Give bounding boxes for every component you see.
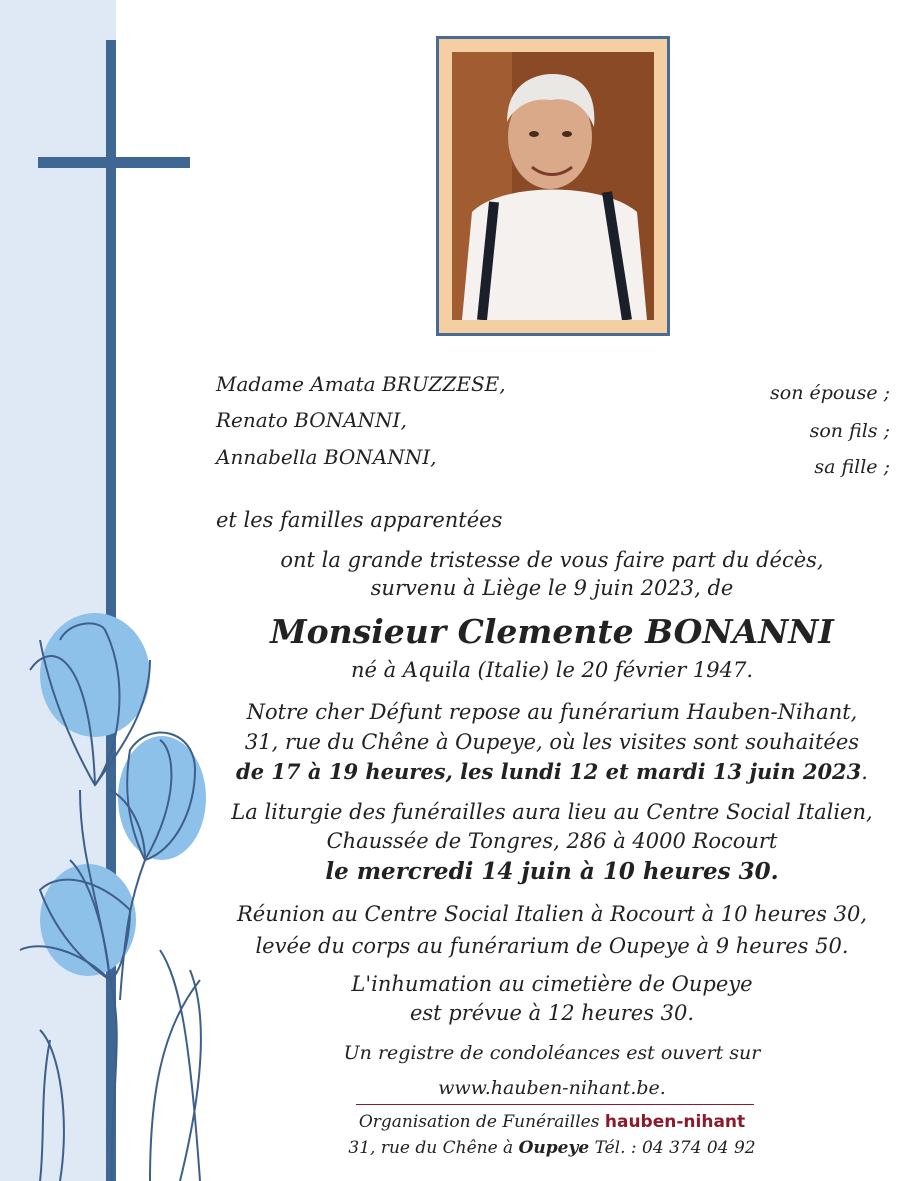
liturgy-line-2: Chaussée de Tongres, 286 à 4000 Rocourt	[326, 829, 778, 853]
visitation-line-2: 31, rue du Chêne à Oupeye, où les visites sont souhaitées	[244, 730, 860, 754]
relation-3: sa fille ;	[814, 456, 890, 478]
relation-1: son épouse ;	[770, 382, 890, 404]
relation-2: son fils ;	[809, 420, 890, 442]
reunion-line-2: levée du corps au funérarium de Oupeye à 9 heures 50.	[255, 934, 849, 958]
footer-address: 31, rue du Chêne à Oupeye Tél. : 04 374 04 92	[348, 1138, 756, 1158]
footer-organisation: Organisation de Funérailles hauben-nihant	[358, 1112, 746, 1132]
burial-line-1: L'inhumation au cimetière de Oupeye	[351, 972, 753, 996]
announcement-line-1: ont la grande tristesse de vous faire part du décès,	[280, 548, 824, 572]
family-member-2: Renato BONANNI,	[216, 408, 407, 432]
deceased-name: Monsieur Clemente BONANNI	[270, 612, 834, 651]
footer-phone: Tél. : 04 374 04 92	[594, 1138, 756, 1158]
portrait-photo	[452, 52, 654, 320]
visitation-dates: de 17 à 19 heures, les lundi 12 et mardi 13 juin 2023	[236, 759, 862, 784]
liturgy-date: le mercredi 14 juin à 10 heures 30.	[325, 858, 779, 885]
condolences-line: Un registre de condoléances est ouvert sur	[343, 1042, 761, 1064]
family-member-3: Annabella BONANNI,	[216, 445, 437, 469]
related-families: et les familles apparentées	[216, 508, 503, 532]
footer-town: Oupeye	[518, 1138, 590, 1158]
announcement-line-2: survenu à Liège le 9 juin 2023, de	[370, 576, 734, 600]
footer-divider	[356, 1104, 754, 1105]
brand-logo: hauben-nihant	[604, 1112, 746, 1132]
birth-info: né à Aquila (Italie) le 20 février 1947.	[350, 658, 754, 682]
condolences-website[interactable]: www.hauben-nihant.be.	[438, 1077, 666, 1099]
visitation-line-3: de 17 à 19 heures, les lundi 12 et mardi 13 juin 2023.	[236, 759, 868, 784]
reunion-line-1: Réunion au Centre Social Italien à Rocourt à 10 heures 30,	[236, 902, 868, 926]
liturgy-line-1: La liturgie des funérailles aura lieu au Centre Social Italien,	[231, 800, 873, 824]
visitation-line-1: Notre cher Défunt repose au funérarium Hauben-Nihant,	[246, 700, 858, 724]
family-member-1: Madame Amata BRUZZESE,	[216, 372, 506, 396]
burial-line-2: est prévue à 12 heures 30.	[409, 1001, 695, 1025]
portrait-frame	[436, 36, 670, 336]
cross-horizontal-bar	[38, 157, 190, 168]
